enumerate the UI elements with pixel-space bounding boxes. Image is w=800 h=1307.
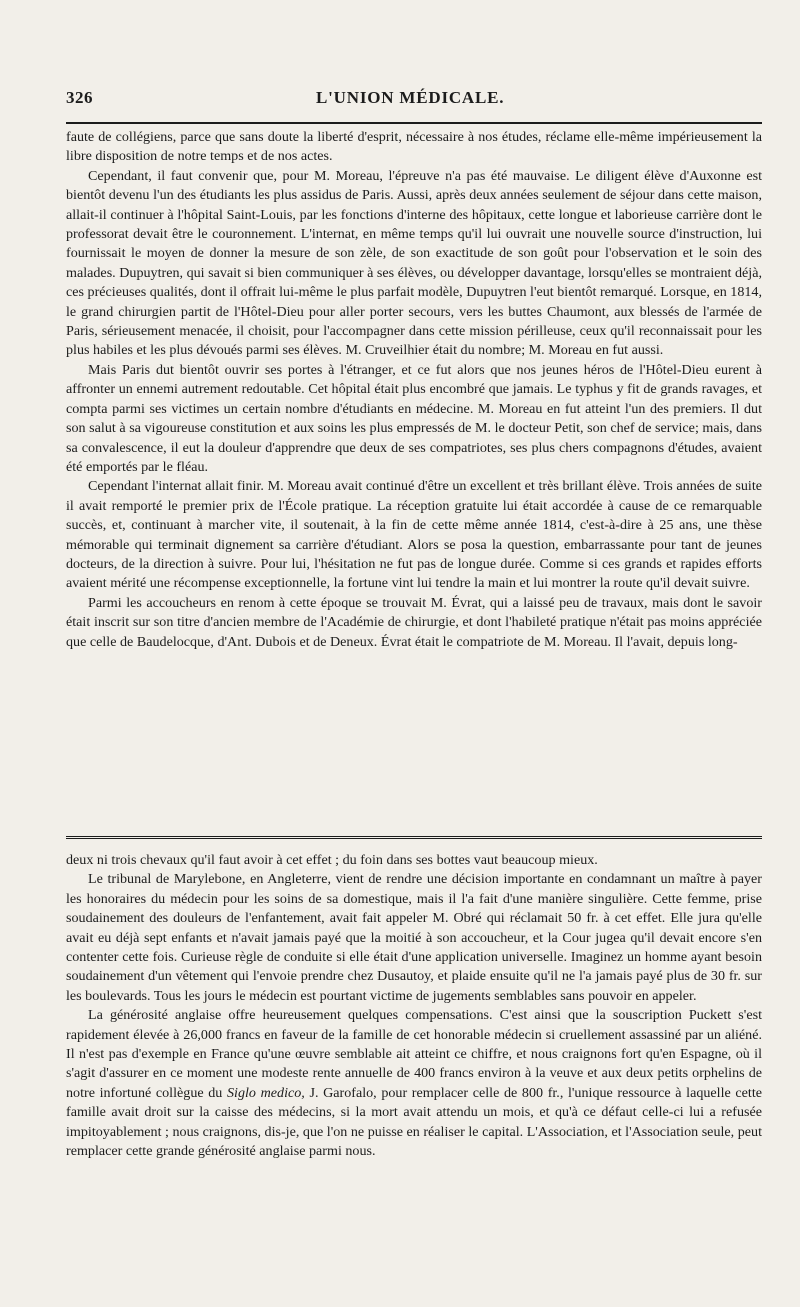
journal-title: Siglo medico, (226, 1084, 305, 1101)
article-paragraph: faute de collégiens, parce que sans doute la liberté d'esprit, nécessaire à nos études, réclame elle-même impérieusement la libre disposition de notre temps et de nos actes. (66, 129, 762, 165)
article-paragraph: Cependant, il faut convenir que, pour M. Moreau, l'épreuve n'a pas été mauvaise. Le diligent élève d'Auxonne est bientôt devenu l'un des étudiants les plus assidus de Paris. Aussi, après deux années seulement de séjour dans cette maison, allait-il continuer à l'hôpital Saint-Louis, par les fonctions d'interne des hôpitaux, cette longue et laborieuse carrière dont le professorat devait être le couronnement. L'internat, en même temps qu'il lui ouvrait une nouvelle source d'instruction, lui fournissait le moyen de donner la mesure de son zèle, de son exactitude de son goût pour l'observation et le soin des malades. Dupuytren, qui savait si bien communiquer à ses élèves, ou développer davantage, lorsqu'elles se montraient déjà, ces précieuses qualités, dont il offrait lui-même le plus parfait modèle, Dupuytren l'eut bientôt remarqué. Lorsque, en 1814, le grand chirurgien partit de l'Hôtel-Dieu pour aller porter secours, vers les buttes Chaumont, aux blessés de l'armée de Paris, sérieusement menacée, il choisit, pour l'accompagner dans cette mission périlleuse, ceux qu'il reconnaissait pour les plus habiles et les plus dévoués parmi ses élèves. M. Cruveilhier était du nombre; M. Moreau en fut aussi. (66, 167, 762, 359)
header-rule (66, 122, 762, 124)
main-article (66, 128, 762, 652)
feuilleton-paragraph: Le tribunal de Marylebone, en Angleterre, vient de rendre une décision importante en condamnant un maître à payer les honoraires du médecin pour les soins de sa domestique, mais il l'a fait d'une manière singulière. Cette femme, prise soudainement des douleurs de l'enfantement, avait fait appeler M. Obré qui réclamait 50 fr. à cet effet. Elle jura qu'elle avait eu déjà sept enfants et n'avait jamais payé que la moitié à son accoucheur, et la Cour jugea qu'il devait encore s'en contenter cette fois. Curieuse règle de conduite si elle était d'une application universelle. Imaginez un homme ayant besoin soudainement d'un vêtement qui l'envoie prendre chez Dusautoy, et plaide ensuite qu'il ne l'a jamais payé plus de 30 fr. sur les boulevards. Tous les jours le médecin est pourtant victime de jugements semblables sans pouvoir en appeler. (66, 871, 762, 1004)
running-title: L'UNION MÉDICALE. (316, 88, 505, 107)
article-paragraph: Parmi les accoucheurs en renom à cette époque se trouvait M. Évrat, qui a laissé peu de travaux, mais dont le savoir était inscrit sur son titre d'ancien membre de l'Académie de chirurgie, et dont l'habileté pratique n'était pas moins appréciée que celle de Baudelocque, d'Ant. Dubois et de Deneux. Évrat était le compatriote de M. Moreau. Il l'avait, depuis long- (66, 594, 762, 650)
section-divider (66, 836, 762, 839)
feuilleton-paragraph (66, 1006, 762, 1161)
feuilleton-text: J. Garofalo, pour remplacer celle de 800 fr., l'unique ressource à laquelle cette famille avait droit sur la caisse des médecins, si la mort avait attendu un mois, et qu'à ce défaut celle-ci lui a refusée impitoyablement ; nous craignons, dis-je, que l'on ne puisse en réaliser le capital. L'Association, et l'Association seule, peut remplacer cette grande générosité anglaise parmi nous. (66, 1084, 762, 1160)
page-number: 326 (66, 88, 93, 107)
feuilleton-section (66, 851, 762, 1162)
article-paragraph: Mais Paris dut bientôt ouvrir ses portes à l'étranger, et ce fut alors que nos jeunes héros de l'Hôtel-Dieu eurent à affronter un ennemi autrement redoutable. Cet hôpital était plus encombré que jamais. Le typhus y fit de grands ravages, et compta parmi ses victimes un certain nombre d'étudiants en médecine. M. Moreau en fut atteint l'un des premiers. Il dut son salut à sa vigoureuse constitution et aux soins les plus empressés de M. le docteur Petit, son chef de service; mais, dans sa convalescence, il eut la douleur d'apprendre que deux de ses compatriotes, ses plus chers compagnons d'études, avaient été emportés par le fléau. (66, 361, 762, 475)
feuilleton-text: La générosité anglaise offre heureusement quelques compensations. C'est ainsi que la souscription Puckett s'est rapidement élevée à 26,000 francs en faveur de la famille de cet honorable médecin si cruellement assassiné par un aliéné. Il n'est pas d'exemple en France qu'une œuvre semblable ait atteint ce chiffre, et nous craignons fort qu'en Espagne, où il s'agit d'assurer en ce moment une modeste rente annuelle de 400 francs environ à la veuve et aux deux petits orphelins de notre infortuné collègue du (66, 1007, 762, 1101)
article-paragraph: Cependant l'internat allait finir. M. Moreau avait continué d'être un excellent et très brillant élève. Trois années de suite il avait remporté le premier prix de l'École pratique. La réception gratuite lui était accordée à cause de ce remarquable succès, et, continuant à marcher vite, il soutenait, à la fin de cette même année 1814, c'est-à-dire à 25 ans, une thèse mémorable qui terminait dignement sa carrière d'étudiant. Alors se posa la question, embarrassante pour tant de jeunes docteurs, de la direction à suivre. Pour lui, l'hésitation ne fut pas de longue durée. Comme si ces grands et rapides efforts avaient mérité une récompense exceptionnelle, la fortune vint lui tendre la main et lui montrer la route qu'il devait suivre. (66, 478, 762, 592)
page-header (66, 88, 760, 112)
feuilleton-paragraph: deux ni trois chevaux qu'il faut avoir à cet effet ; du foin dans ses bottes vaut beaucoup mieux. (66, 852, 598, 868)
